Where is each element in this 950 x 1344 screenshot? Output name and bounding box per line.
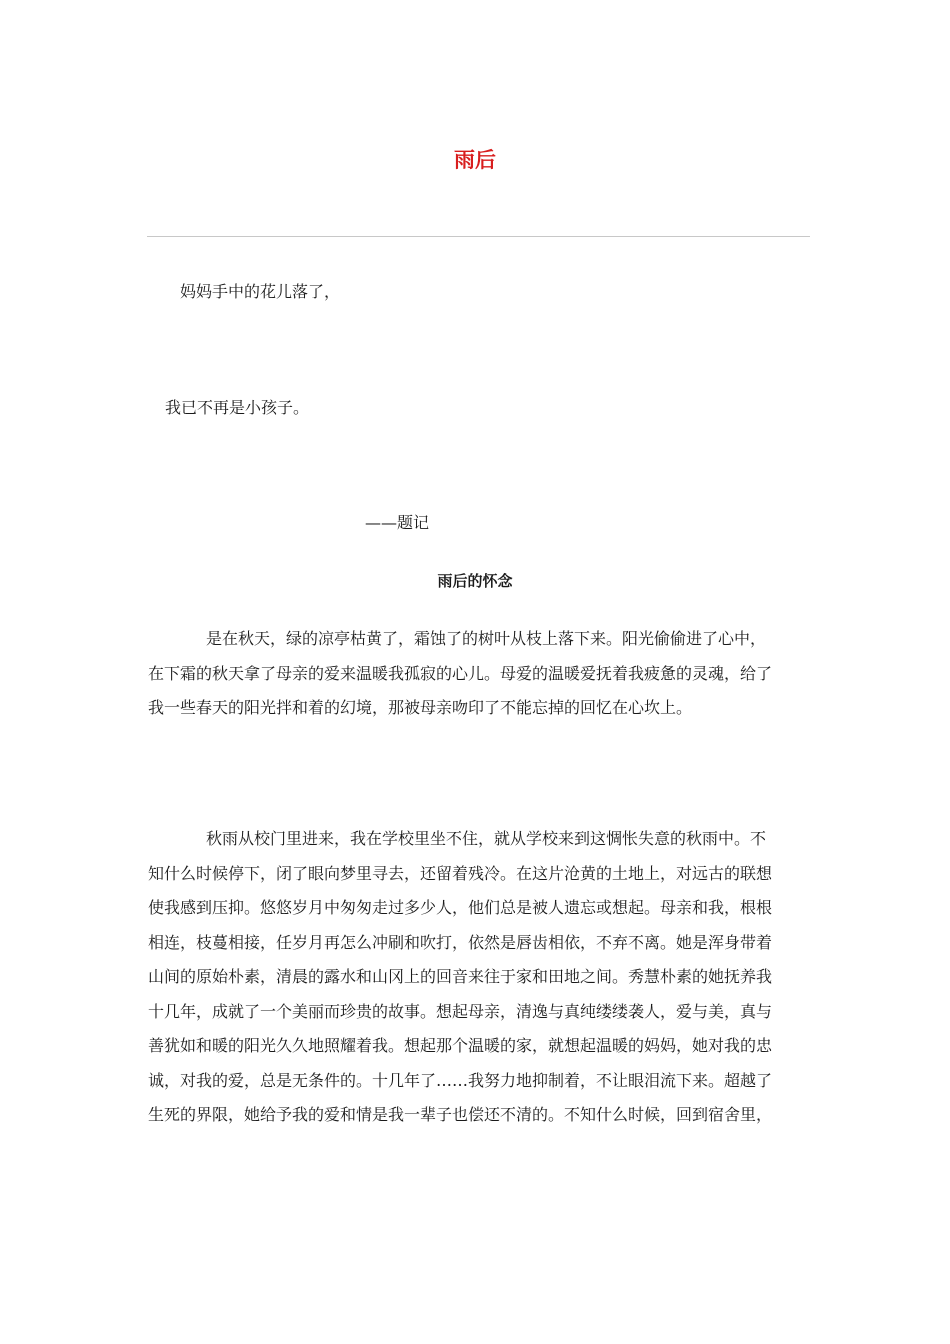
paragraph-line: 在下霜的秋天拿了母亲的爱来温暖我孤寂的心儿。母爱的温暖爱抚着我疲惫的灵魂，给了 xyxy=(148,663,773,683)
page-title: 雨后 xyxy=(454,148,496,172)
paragraph-line: 知什么时候停下，闭了眼向梦里寻去，还留着残冷。在这片沧黄的土地上，对远古的联想 xyxy=(148,863,773,883)
paragraph-line: 善犹如和暖的阳光久久地照耀着我。想起那个温暖的家，就想起温暖的妈妈，她对我的忠 xyxy=(148,1036,773,1055)
paragraph-line: 诚，对我的爱，总是无条件的。十几年了……我努力地抑制着，不让眼泪流下来。超越了 xyxy=(148,1070,773,1090)
paragraph-line: 生死的界限，她给予我的爱和情是我一辈子也偿还不清的。不知什么时候，回到宿舍里， xyxy=(148,1105,773,1124)
paragraph-line: 秋雨从校门里进来，我在学校里坐不住，就从学校来到这惆怅失意的秋雨中。不 xyxy=(206,829,767,848)
epigraph-attribution: ——题记 xyxy=(365,513,430,532)
epigraph-line-2: 我已不再是小孩子。 xyxy=(165,398,310,417)
paragraph-line: 是在秋天，绿的凉亭枯黄了，霜蚀了的树叶从枝上落下来。阳光偷偷进了心中， xyxy=(206,629,767,648)
paragraph-line: 十几年，成就了一个美丽而珍贵的故事。想起母亲，清逸与真纯缕缕袭人，爱与美，真与 xyxy=(148,1001,773,1021)
paragraph-line: 山间的原始朴素，清晨的露水和山冈上的回音来往于家和田地之间。秀慧朴素的她抚养我 xyxy=(148,967,773,986)
paragraph-line: 我一些春天的阳光拌和着的幻境，那被母亲吻印了不能忘掉的回忆在心坎上。 xyxy=(148,698,693,717)
paragraph-line: 使我感到压抑。悠悠岁月中匆匆走过多少人，他们总是被人遗忘或想起。母亲和我，根根 xyxy=(148,898,773,917)
epigraph-line-1: 妈妈手中的花儿落了， xyxy=(180,282,341,301)
paragraph-1 xyxy=(148,622,808,726)
title-divider xyxy=(147,236,810,237)
section-subtitle: 雨后的怀念 xyxy=(437,572,513,590)
paragraph-2 xyxy=(148,822,808,1133)
paragraph-line: 相连，枝蔓相接，任岁月再怎么冲刷和吹打，依然是唇齿相依，不弃不离。她是浑身带着 xyxy=(148,932,773,952)
